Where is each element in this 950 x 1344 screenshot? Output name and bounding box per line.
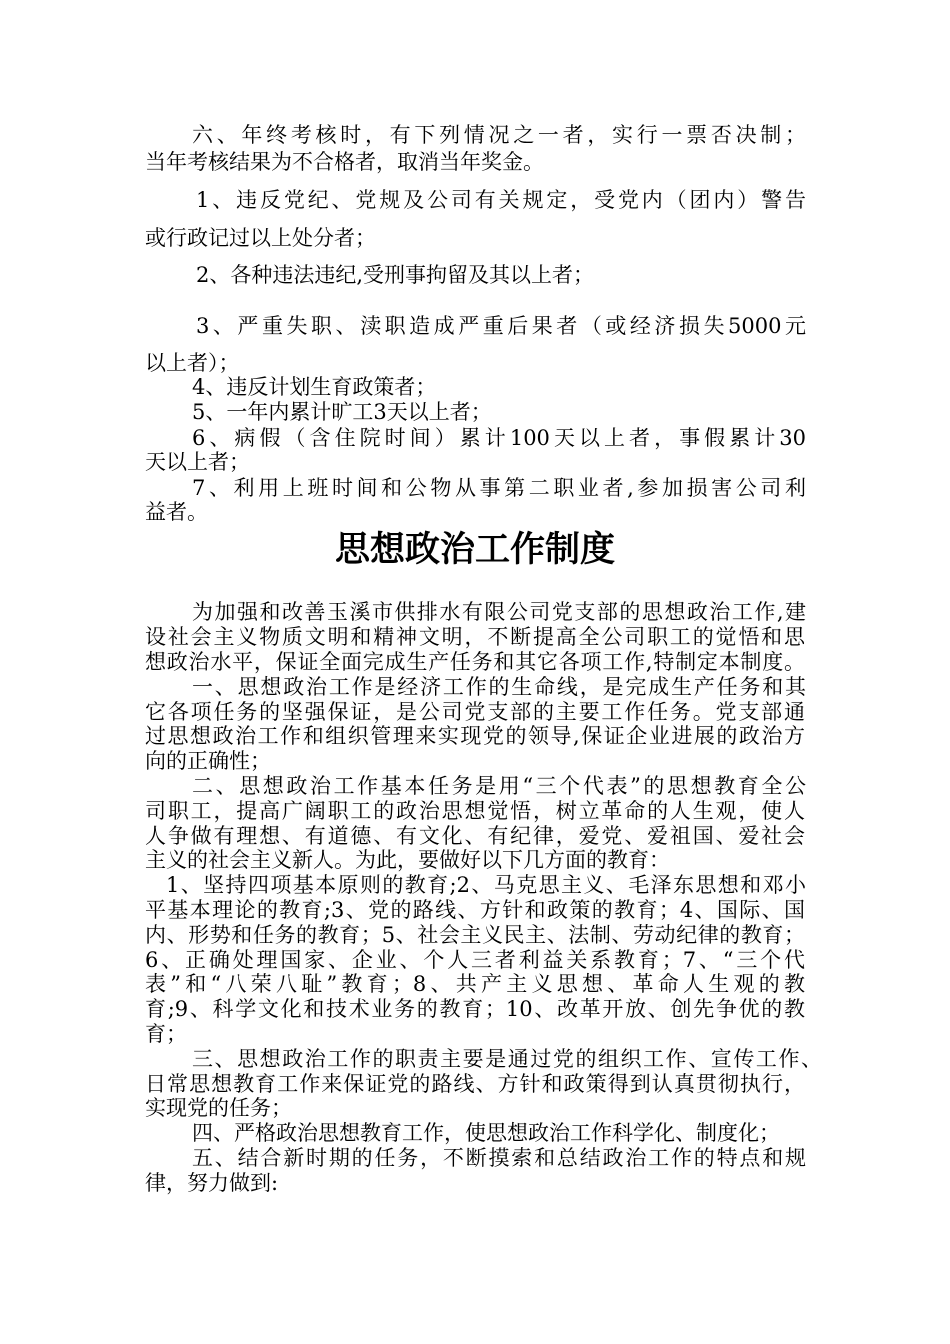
paragraph-line: 天以上者；: [145, 450, 250, 474]
paragraph-line: 表”和“八荣八耻”教育；8、共产主义思想、革命人生观的教: [145, 972, 805, 996]
paragraph-line: 4、违反计划生育政策者；: [192, 375, 437, 399]
paragraph-line: 六、年终考核时，有下列情况之一者，实行一票否决制；: [192, 123, 806, 147]
paragraph-line: 它各项任务的坚强保证，是公司党支部的主要工作任务。党支部通: [145, 700, 805, 724]
paragraph-line: 二、思想政治工作基本任务是用“三个代表”的思想教育全公: [192, 774, 806, 798]
paragraph-line: 想政治水平，保证全面完成生产任务和其它各项工作,特制定本制度。: [145, 650, 805, 674]
paragraph-line: 5、一年内累计旷工3天以上者；: [192, 400, 492, 424]
paragraph-line: 设社会主义物质文明和精神文明，不断提高全公司职工的觉悟和思: [145, 625, 805, 649]
document-title: 思想政治工作制度: [334, 530, 615, 570]
paragraph-line: 五、结合新时期的任务，不断摸索和总结政治工作的特点和规: [192, 1146, 806, 1170]
paragraph-line: 一、思想政治工作是经济工作的生命线，是完成生产任务和其: [192, 675, 806, 699]
paragraph-line: 7、利用上班时间和公物从事第二职业者,参加损害公司利: [192, 476, 806, 500]
paragraph-line: 内、形势和任务的教育；5、社会主义民主、法制、劳动纪律的教育；: [145, 923, 805, 947]
paragraph-line: 向的正确性；: [145, 749, 271, 773]
paragraph-line: 或行政记过以上处分者；: [145, 226, 376, 250]
paragraph-line: 育;9、科学文化和技术业务的教育；10、改革开放、创先争优的教: [145, 997, 805, 1021]
paragraph-line: 1、坚持四项基本原则的教育;2、马克思主义、毛泽东思想和邓小: [166, 873, 806, 897]
paragraph-line: 1、违反党纪、党规及公司有关规定，受党内（团内）警告: [196, 188, 806, 212]
paragraph-line: 为加强和改善玉溪市供排水有限公司党支部的思想政治工作,建: [192, 600, 806, 624]
paragraph-line: 益者。: [145, 500, 208, 524]
paragraph-line: 三、思想政治工作的职责主要是通过党的组织工作、宣传工作、: [192, 1047, 822, 1071]
paragraph-line: 实现党的任务；: [145, 1096, 292, 1120]
paragraph-line: 律，努力做到:: [145, 1171, 279, 1195]
paragraph-line: 主义的社会主义新人。为此，要做好以下几方面的教育：: [145, 848, 670, 872]
paragraph-line: 3、严重失职、渎职造成严重后果者（或经济损失5000元: [196, 314, 806, 338]
paragraph-line: 四、严格政治思想教育工作，使思想政治工作科学化、制度化；: [192, 1121, 780, 1145]
paragraph-line: 过思想政治工作和组织管理来实现党的领导,保证企业进展的政治方: [145, 724, 805, 748]
paragraph-line: 当年考核结果为不合格者，取消当年奖金。: [145, 150, 544, 174]
paragraph-line: 2、各种违法违纪,受刑事拘留及其以上者；: [196, 263, 595, 287]
paragraph-line: 以上者）；: [145, 351, 240, 375]
paragraph-line: 日常思想教育工作来保证党的路线、方针和政策得到认真贯彻执行，: [145, 1072, 805, 1096]
paragraph-line: 平基本理论的教育;3、党的路线、方针和政策的教育；4、国际、国: [145, 898, 805, 922]
paragraph-line: 司职工，提高广阔职工的政治思想觉悟，树立革命的人生观，使人: [145, 799, 805, 823]
paragraph-line: 6、病假（含住院时间）累计100天以上者，事假累计30: [192, 426, 806, 450]
paragraph-line: 育；: [145, 1022, 187, 1046]
paragraph-line: 人争做有理想、有道德、有文化、有纪律，爱党、爱祖国、爱社会: [145, 824, 805, 848]
paragraph-line: 6、正确处理国家、企业、个人三者利益关系教育；7、“三个代: [145, 948, 805, 972]
